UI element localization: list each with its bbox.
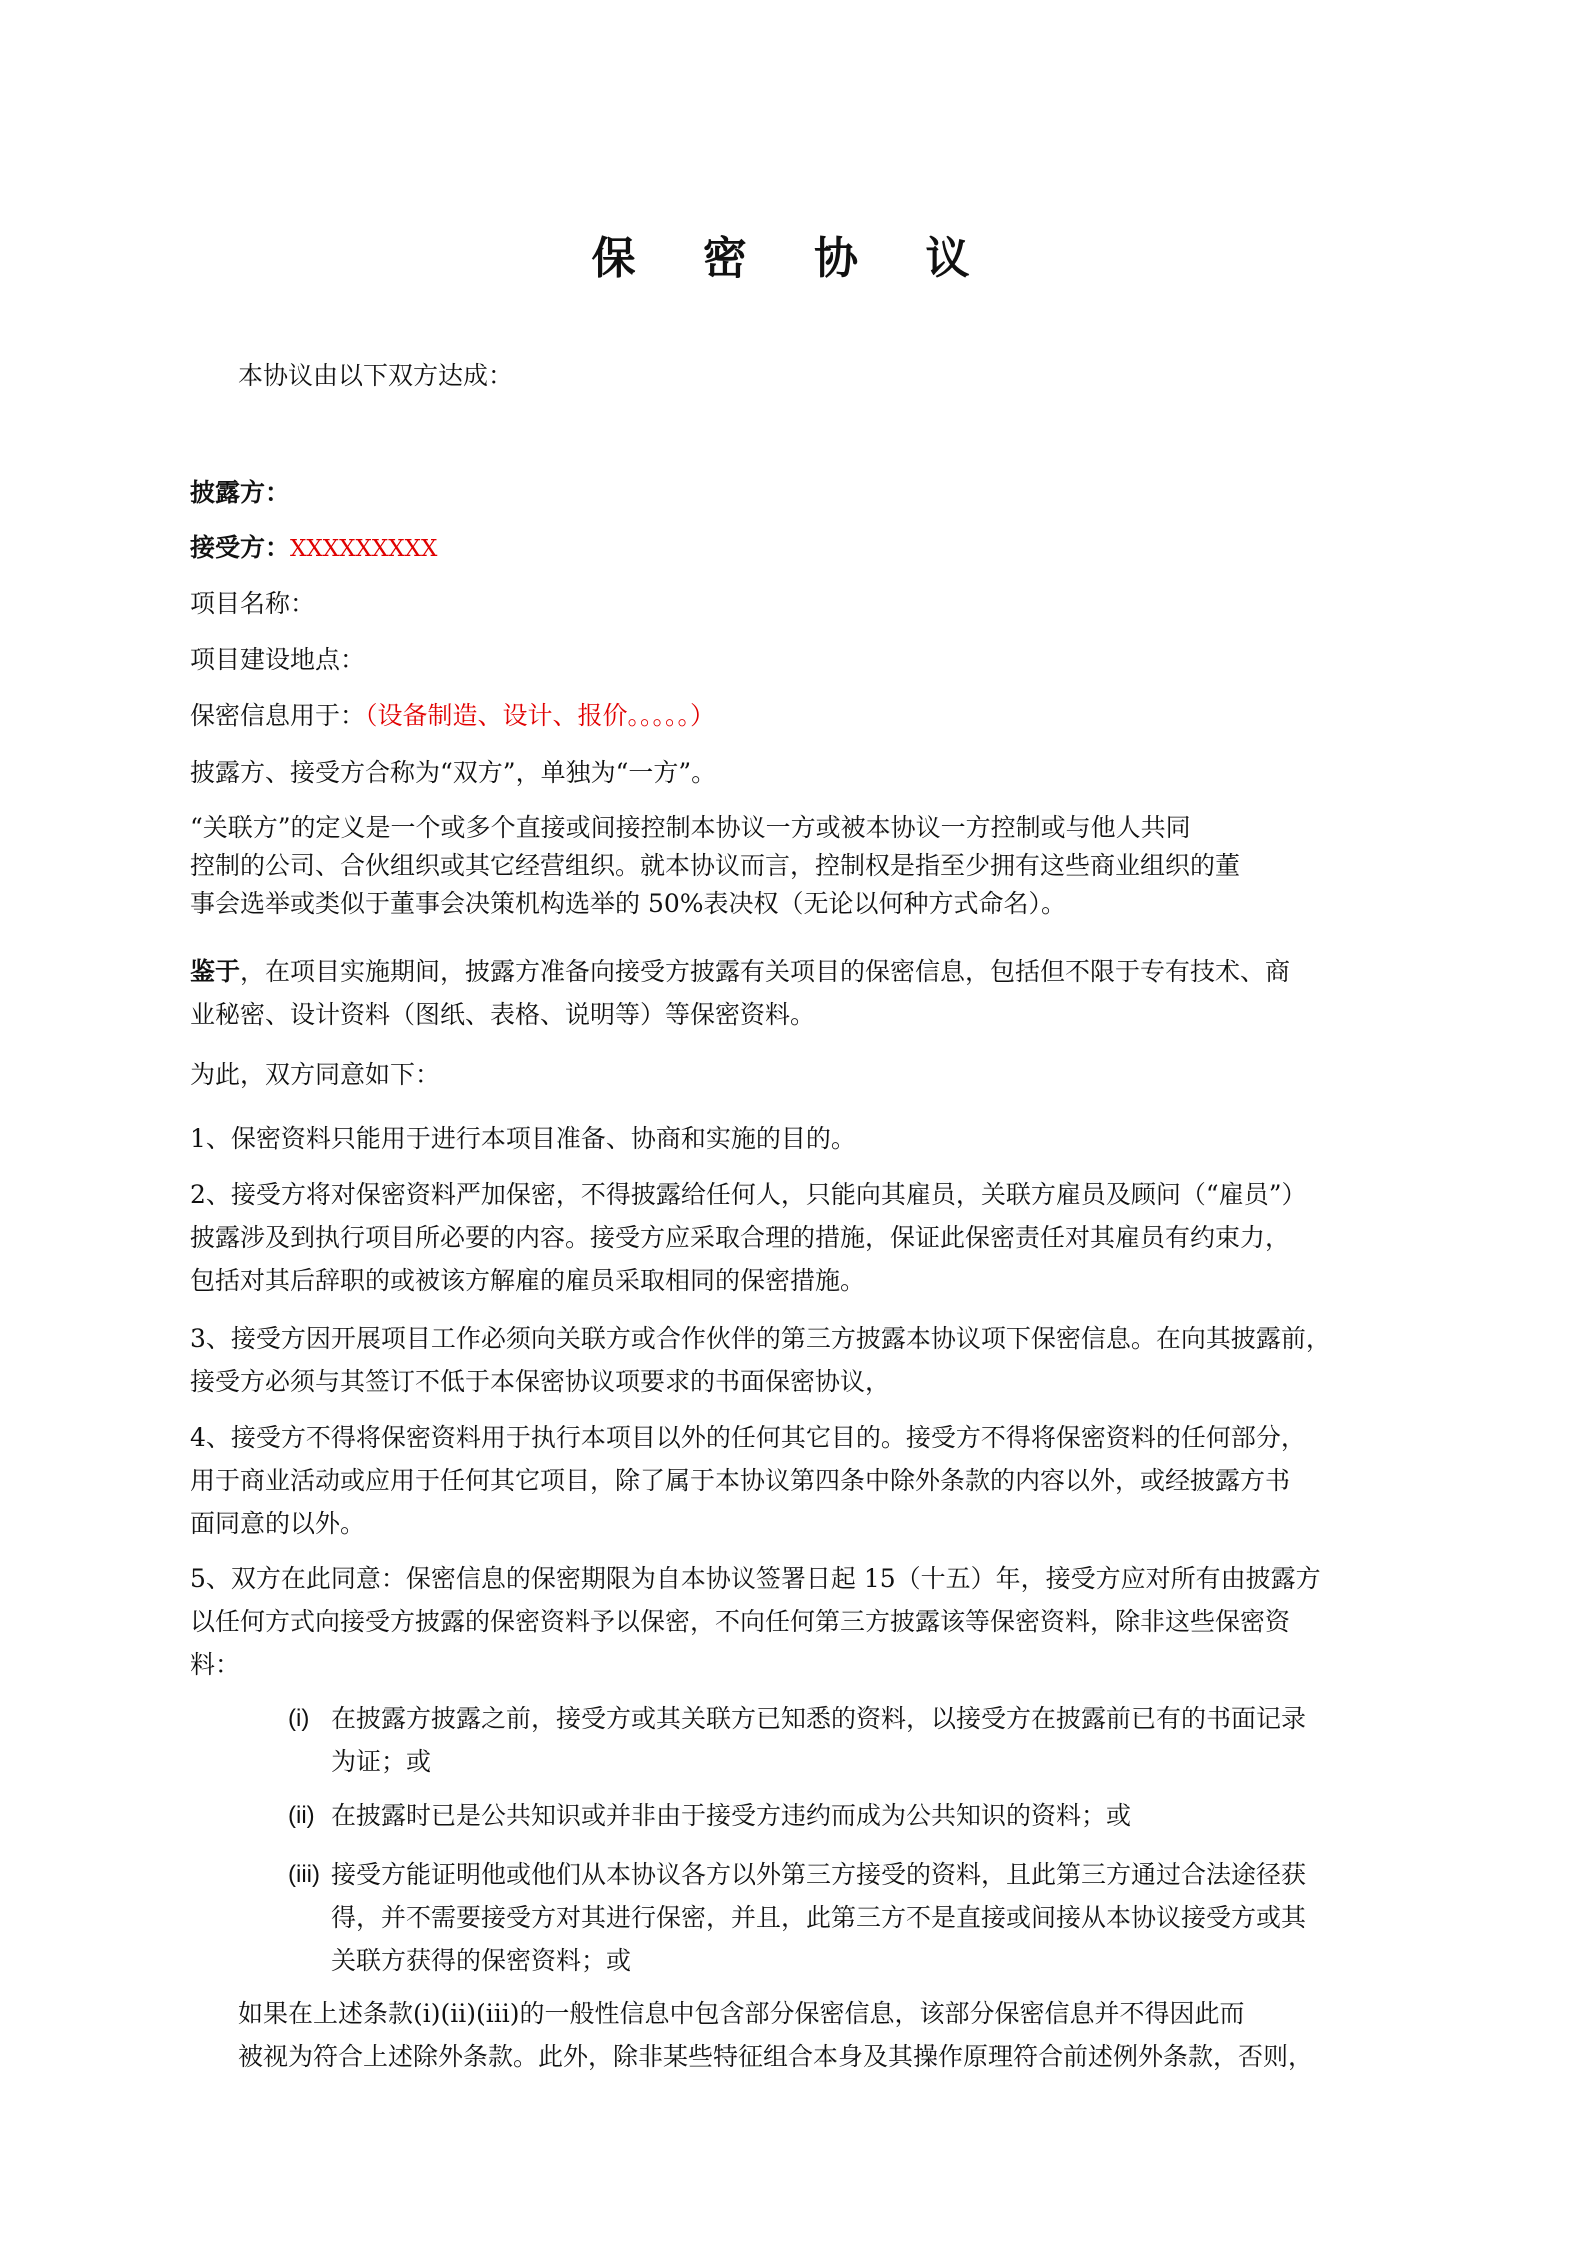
closing-line: 被视为符合上述除外条款。此外，除非某些特征组合本身及其操作原理符合前述例外条款，否则， [238,2042,1314,2071]
item-line: 关联方获得的保密资料；或 [331,1946,632,1975]
clause-line: 接受方必须与其签订不低于本保密协议项要求的书面保密协议， [190,1367,891,1396]
receiving-party-label: 接受方： [190,533,291,562]
affiliate-line: 控制的公司、合伙组织或其它经营组织。就本协议而言，控制权是指至少拥有这些商业组织的董 [190,851,1241,880]
affiliate-line: “关联方”的定义是一个或多个直接或间接控制本协议一方或被本协议一方控制或与他人共同 [190,813,1191,842]
clause-1 [190,1117,1415,1160]
intro-text: 本协议由以下双方达成： [238,361,514,390]
page-title: 保 密 协 议 [591,233,996,284]
clause-line: 4、接受方不得将保密资料用于执行本项目以外的任何其它目的。接受方不得将保密资料的任何部分， [190,1423,1306,1452]
clause-4 [190,1416,1415,1545]
clause-line: 料： [190,1650,241,1679]
item-number: (ii) [288,1802,315,1829]
purpose-label: 保密信息用于： [190,701,366,730]
clause-line: 披露涉及到执行项目所必要的内容。接受方应采取合理的措施，保证此保密责任对其雇员有约束力， [190,1223,1291,1252]
item-line: 在披露时已是公共知识或并非由于接受方违约而成为公共知识的资料；或 [331,1801,1132,1830]
closing-line: 如果在上述条款(i)(ii)(iii)的一般性信息中包含部分保密信息，该部分保密信息并不得因此而 [238,1999,1245,2028]
whereas-line: ，在项目实施期间，披露方准备向接受方披露有关项目的保密信息，包括但不限于专有技术、商 [240,957,1291,986]
project-site-label: 项目建设地点： [190,645,366,674]
affiliate-definition [190,809,1415,923]
whereas-label: 鉴于 [190,957,241,986]
clause-line: 包括对其后辞职的或被该方解雇的雇员采取相同的保密措施。 [190,1266,866,1295]
whereas-line: 业秘密、设计资料（图纸、表格、说明等）等保密资料。 [190,1000,816,1029]
clause-line: 1、保密资料只能用于进行本项目准备、协商和实施的目的。 [190,1124,856,1153]
clause-line: 2、接受方将对保密资料严加保密，不得披露给任何人，只能向其雇员，关联方雇员及顾问（“雇员”） [190,1180,1307,1209]
clause-line: 以任何方式向接受方披露的保密资料予以保密，不向任何第三方披露该等保密资料，除非这些保密资 [190,1607,1291,1636]
clause-5 [190,1557,1415,1686]
parties-definition: 披露方、接受方合称为“双方”，单独为“一方”。 [190,758,717,787]
affiliate-line: 事会选举或类似于董事会决策机构选举的 50%表决权（无论以何种方式命名）。 [190,889,1067,918]
purpose-line [190,698,715,734]
closing-paragraph [238,1992,1418,2078]
item-line: 得，并不需要接受方对其进行保密，并且，此第三方不是直接或间接从本协议接受方或其 [331,1903,1307,1932]
receiving-party-value: XXXXXXXXX [290,536,438,562]
whereas-paragraph [190,950,1415,1036]
receiving-party-line [190,530,437,567]
clause-line: 用于商业活动或应用于任何其它项目，除了属于本协议第四条中除外条款的内容以外，或经披露方书 [190,1466,1291,1495]
item-line: 在披露方披露之前，接受方或其关联方已知悉的资料，以接受方在披露前已有的书面记录 [331,1704,1307,1733]
project-name-label: 项目名称： [190,589,316,618]
clause-line: 5、双方在此同意：保密信息的保密期限为自本协议签署日起 15（十五）年，接受方应对所有由披露方 [190,1564,1321,1593]
agreement-intro: 为此，双方同意如下： [190,1060,441,1089]
item-number: (i) [288,1705,310,1732]
item-line: 接受方能证明他或他们从本协议各方以外第三方接受的资料，且此第三方通过合法途径获 [331,1860,1307,1889]
item-line: 为证；或 [331,1747,432,1776]
disclosing-party-label: 披露方： [190,478,291,507]
clause-line: 3、接受方因开展项目工作必须向关联方或合作伙伴的第三方披露本协议项下保密信息。在向其披露前， [190,1324,1331,1353]
clause-3 [190,1317,1415,1403]
clause-2 [190,1173,1415,1302]
purpose-value: （设备制造、设计、报价。。。。。） [365,701,716,730]
item-number: (iii) [288,1861,320,1888]
clause-line: 面同意的以外。 [190,1509,366,1538]
